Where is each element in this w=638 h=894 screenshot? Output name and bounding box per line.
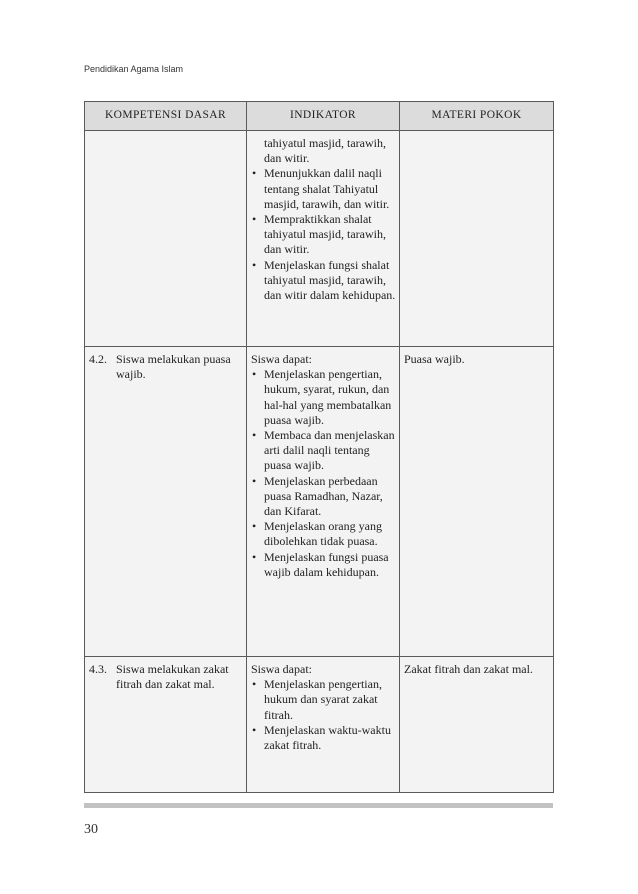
footer-rule (84, 803, 553, 808)
kompetensi-item (89, 352, 243, 382)
cell-materi-pokok (400, 131, 554, 347)
indikator-item: • Menjelaskan waktu-waktu zakat fitrah. (251, 723, 396, 753)
indikator-item: • Menjelaskan fungsi shalat tahiyatul masjid, tarawih, dan witir dalam kehidupan. (251, 258, 396, 304)
header-kompetensi-dasar: KOMPETENSI DASAR (85, 102, 247, 131)
table-row (85, 657, 554, 793)
indikator-list (251, 136, 396, 303)
kompetensi-number: 4.3. (89, 662, 107, 676)
indikator-list (251, 367, 396, 580)
kompetensi-number: 4.2. (89, 352, 107, 366)
table-header-row (85, 102, 554, 131)
running-head: Pendidikan Agama Islam (84, 64, 184, 74)
cell-materi-pokok: Zakat fitrah dan zakat mal. (400, 657, 554, 793)
indikator-item: • Menjelaskan orang yang dibolehkan tidak puasa. (251, 519, 396, 549)
indikator-item: • Menjelaskan pengertian, hukum dan syarat zakat fitrah. (251, 677, 396, 723)
cell-kompetensi-dasar (85, 347, 247, 657)
indikator-item: • Menunjukkan dalil naqli tentang shalat Tahiyatul masjid, tarawih, dan witir. (251, 166, 396, 212)
indikator-item: tahiyatul masjid, tarawih, dan witir. (264, 136, 386, 166)
indikator-item: • Membaca dan menjelaskan arti dalil naqli tentang puasa wajib. (251, 428, 396, 474)
table-row (85, 347, 554, 657)
cell-kompetensi-dasar (85, 131, 247, 347)
header-materi-pokok: MATERI POKOK (400, 102, 554, 131)
header-indikator: INDIKATOR (247, 102, 400, 131)
cell-materi-pokok: Puasa wajib. (400, 347, 554, 657)
indikator-item: • Mempraktikkan shalat tahiyatul masjid, tarawih, dan witir. (251, 212, 396, 258)
indikator-item: • Menjelaskan perbedaan puasa Ramadhan, Nazar, dan Kifarat. (251, 474, 396, 520)
kompetensi-text: Siswa melakukan zakat fitrah dan zakat mal. (116, 662, 229, 692)
cell-kompetensi-dasar (85, 657, 247, 793)
cell-indikator (247, 657, 400, 793)
indikator-lead: Siswa dapat: (251, 662, 312, 676)
indikator-item: • Menjelaskan pengertian, hukum, syarat, rukun, dan hal-hal yang membatalkan puasa wajib. (251, 367, 396, 428)
indikator-item: • Menjelaskan fungsi puasa wajib dalam kehidupan. (251, 550, 396, 580)
curriculum-table (84, 101, 554, 793)
cell-indikator (247, 131, 400, 347)
table-row (85, 131, 554, 347)
kompetensi-item (89, 662, 243, 692)
indikator-lead: Siswa dapat: (251, 352, 312, 366)
indikator-list (251, 677, 396, 753)
cell-indikator (247, 347, 400, 657)
kompetensi-text: Siswa melakukan puasa wajib. (116, 352, 231, 382)
page-number: 30 (84, 822, 98, 837)
